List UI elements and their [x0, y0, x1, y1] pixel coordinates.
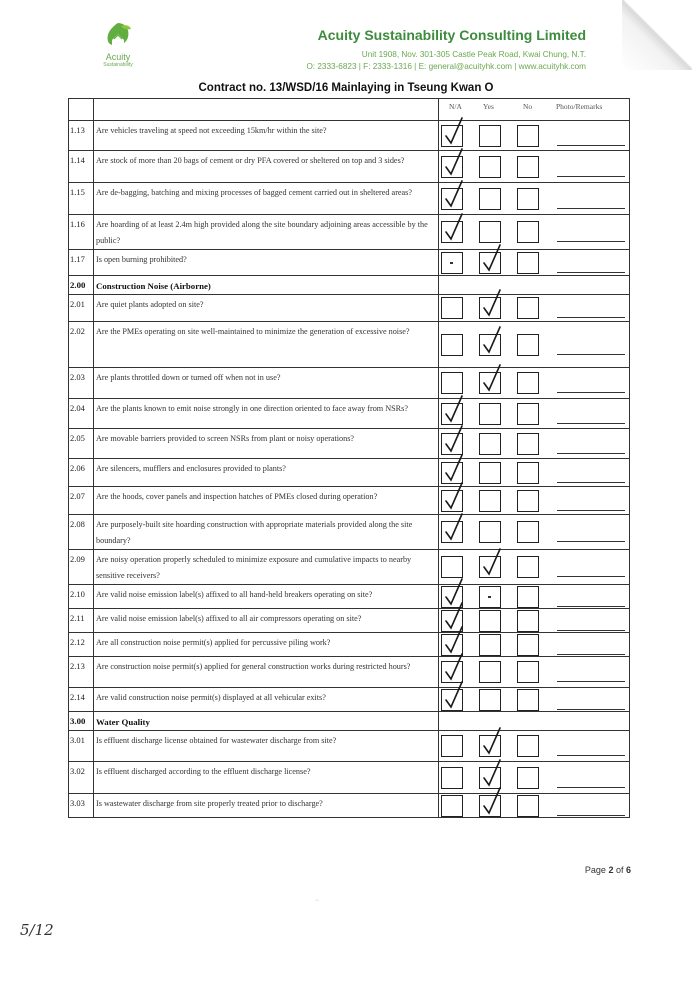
checkbox-na[interactable] [441, 767, 463, 789]
page-current: 2 [608, 865, 614, 875]
checkbox-na[interactable] [441, 156, 463, 178]
contract-title: Contract no. 13/WSD/16 Mainlaying in Tseung Kwan O [198, 82, 494, 94]
checklist-row [69, 399, 630, 429]
checkbox-yes[interactable] [479, 689, 501, 711]
marks-cell [439, 762, 630, 794]
remarks-line[interactable] [557, 787, 625, 788]
checkbox-group [439, 610, 629, 632]
question-text: Are hoarding of at least 2.4m high provided along the site boundary adjoining areas accessible by the public? [94, 215, 439, 250]
checkbox-na[interactable] [441, 556, 463, 578]
row-number: 2.05 [69, 429, 94, 459]
question-text: Are movable barriers provided to screen NSRs from plant or noisy operations? [94, 429, 439, 459]
row-number: 2.12 [69, 633, 94, 657]
row-number: 2.11 [69, 609, 94, 633]
checklist-row [69, 459, 630, 487]
remarks-line[interactable] [557, 541, 625, 542]
marks-cell [439, 688, 630, 712]
leaf-house-icon [102, 20, 134, 50]
checkbox-group [439, 252, 629, 274]
checkbox-yes[interactable] [479, 372, 501, 394]
question-text: Are de-bagging, batching and mixing processes of bagged cement carried out in sheltered areas? [94, 183, 439, 215]
marks-cell [439, 459, 630, 487]
marks-cell [439, 794, 630, 818]
page-number [585, 865, 631, 875]
marks-cell [439, 585, 630, 609]
checkbox-yes[interactable] [479, 795, 501, 817]
checkbox-na[interactable] [441, 735, 463, 757]
row-number: 2.02 [69, 322, 94, 368]
section-title: Construction Noise (Airborne) [94, 276, 439, 295]
row-number: 2.07 [69, 487, 94, 515]
marks-cell [439, 183, 630, 215]
checkbox-no[interactable] [517, 795, 539, 817]
question-text: Are valid noise emission label(s) affixed to all hand-held breakers operating on site? [94, 585, 439, 609]
question-text: Is wastewater discharge from site properly treated prior to discharge? [94, 794, 439, 818]
checkbox-na[interactable] [441, 221, 463, 243]
checklist-row [69, 250, 630, 276]
company-contact: O: 2333-6823 | F: 2333-1316 | E: general@acuityhk.com | www.acuityhk.com [306, 62, 586, 71]
company-address: Unit 1908, Nov. 301-305 Castle Peak Road, Kwai Chung, N.T. [361, 50, 586, 59]
checkbox-group [439, 125, 629, 147]
checkbox-group [439, 556, 629, 578]
remarks-line[interactable] [557, 576, 625, 577]
question-text: Are quiet plants adopted on site? [94, 295, 439, 322]
checkbox-no[interactable] [517, 403, 539, 425]
checkbox-yes[interactable] [479, 462, 501, 484]
checkbox-no[interactable] [517, 372, 539, 394]
column-header-remarks: Photo/Remarks [556, 102, 603, 111]
checkbox-group [439, 188, 629, 210]
row-number: 2.08 [69, 515, 94, 550]
header-question-cell [94, 99, 439, 121]
row-number: 3.01 [69, 731, 94, 762]
company-name: Acuity Sustainability Consulting Limited [317, 27, 586, 43]
checkbox-na[interactable] [441, 297, 463, 319]
marks-cell [439, 399, 630, 429]
remarks-line[interactable] [557, 145, 625, 146]
checkmark-icon [479, 243, 503, 275]
checkbox-no[interactable] [517, 125, 539, 147]
marks-cell [439, 276, 630, 295]
checkmark-icon [441, 147, 465, 179]
checklist-row [69, 515, 630, 550]
checkmark-icon [479, 547, 503, 579]
row-number: 3.02 [69, 762, 94, 794]
marks-cell [439, 151, 630, 183]
checkbox-yes[interactable] [479, 661, 501, 683]
checkbox-yes[interactable] [479, 334, 501, 356]
checkmark-icon [441, 394, 465, 426]
checkbox-yes[interactable] [479, 188, 501, 210]
checklist-row [69, 368, 630, 399]
row-number: 1.15 [69, 183, 94, 215]
checkbox-group [439, 490, 629, 512]
checkbox-no[interactable] [517, 490, 539, 512]
question-text: Are construction noise permit(s) applied for general construction works during restricted hours? [94, 657, 439, 688]
remarks-line[interactable] [557, 354, 625, 355]
marks-cell [439, 322, 630, 368]
checklist-row [69, 688, 630, 712]
checkbox-yes[interactable] [479, 521, 501, 543]
checkbox-na[interactable] [441, 433, 463, 455]
remarks-line[interactable] [557, 482, 625, 483]
checkbox-group [439, 795, 629, 817]
checkbox-group [439, 372, 629, 394]
checklist-table [68, 98, 630, 818]
checkbox-yes[interactable] [479, 252, 501, 274]
row-number: 2.14 [69, 688, 94, 712]
checkbox-na[interactable] [441, 372, 463, 394]
marks-cell [439, 515, 630, 550]
marks-cell [439, 368, 630, 399]
marks-cell [439, 657, 630, 688]
checkbox-group [439, 661, 629, 683]
checkbox-group [439, 521, 629, 543]
checkbox-yes[interactable] [479, 634, 501, 656]
remarks-line[interactable] [557, 208, 625, 209]
checkbox-no[interactable] [517, 334, 539, 356]
checkbox-yes[interactable] [479, 433, 501, 455]
checkbox-na[interactable] [441, 334, 463, 356]
question-text: Are stock of more than 20 bags of cement or dry PFA covered or sheltered on top and 3 sides? [94, 151, 439, 183]
page-prefix: Page [584, 865, 609, 875]
remarks-line[interactable] [557, 272, 625, 273]
row-number: 3.03 [69, 794, 94, 818]
marks-cell [439, 250, 630, 276]
header-marks-cell [439, 99, 630, 121]
checkmark-icon [479, 325, 503, 357]
row-number: 2.09 [69, 550, 94, 585]
checkbox-na[interactable] [441, 188, 463, 210]
remarks-line[interactable] [557, 317, 625, 318]
checkbox-yes[interactable] [479, 610, 501, 632]
checkbox-no[interactable] [517, 462, 539, 484]
checkbox-yes[interactable] [479, 556, 501, 578]
row-number: 1.14 [69, 151, 94, 183]
checkbox-group [439, 462, 629, 484]
checklist-row [69, 731, 630, 762]
company-address-block [136, 49, 586, 73]
marks-cell [439, 487, 630, 515]
page-curl-decoration [622, 0, 692, 70]
checkbox-no[interactable] [517, 221, 539, 243]
checkmark-icon [479, 726, 503, 758]
checkbox-na[interactable] [441, 521, 463, 543]
section-row [69, 276, 630, 295]
checkbox-na[interactable] [441, 490, 463, 512]
column-header-yes: Yes [483, 102, 494, 111]
marks-cell [439, 550, 630, 585]
checkbox-yes[interactable] [479, 125, 501, 147]
marks-cell [439, 215, 630, 250]
marks-cell [439, 121, 630, 151]
checklist-row [69, 429, 630, 459]
remarks-line[interactable] [557, 709, 625, 710]
question-text: Are plants throttled down or turned off when not in use? [94, 368, 439, 399]
remarks-line[interactable] [557, 606, 625, 607]
checkbox-group [439, 297, 629, 319]
marks-cell [439, 633, 630, 657]
checklist-row [69, 295, 630, 322]
question-text: Are valid noise emission label(s) affixed to all air compressors operating on site? [94, 609, 439, 633]
checkbox-no[interactable] [517, 735, 539, 757]
marks-cell [439, 429, 630, 459]
checkbox-no[interactable] [517, 521, 539, 543]
checklist-row [69, 762, 630, 794]
logo-sub: Sustainability [103, 62, 133, 68]
question-text: Are vehicles traveling at speed not exceeding 15km/hr within the site? [94, 121, 439, 151]
row-number: 1.16 [69, 215, 94, 250]
checkbox-yes[interactable] [479, 156, 501, 178]
checkbox-no[interactable] [517, 586, 539, 608]
checkbox-na[interactable] [441, 689, 463, 711]
checkbox-no[interactable] [517, 767, 539, 789]
checkbox-group [439, 156, 629, 178]
checkbox-group [439, 586, 629, 608]
checkbox-na[interactable] [441, 795, 463, 817]
question-text: Is effluent discharged according to the effluent discharge license? [94, 762, 439, 794]
marks-cell [439, 731, 630, 762]
checkbox-na[interactable] [441, 125, 463, 147]
question-text: Are the plants known to emit noise strongly in one direction oriented to face away from NSRs? [94, 399, 439, 429]
checkbox-no[interactable] [517, 297, 539, 319]
checkbox-no[interactable] [517, 156, 539, 178]
handwritten-note: 5/12 [20, 921, 54, 939]
question-text: Are all construction noise permit(s) applied for percussive piling work? [94, 633, 439, 657]
section-title: Water Quality [94, 712, 439, 731]
marks-cell [439, 295, 630, 322]
remarks-line[interactable] [557, 241, 625, 242]
checklist-row [69, 657, 630, 688]
page-of: of [613, 865, 626, 875]
remarks-line[interactable] [557, 630, 625, 631]
checkmark-icon [441, 481, 465, 513]
checkbox-no[interactable] [517, 610, 539, 632]
checkbox-no[interactable] [517, 433, 539, 455]
checklist-row [69, 609, 630, 633]
checkbox-group [439, 767, 629, 789]
checkbox-yes[interactable] [479, 403, 501, 425]
checkbox-group [439, 221, 629, 243]
checkmark-icon [441, 212, 465, 244]
question-text: Are purposely-built site hoarding construction with appropriate materials provided along the site boundary? [94, 515, 439, 550]
checklist-row [69, 633, 630, 657]
question-text: Are the hoods, cover panels and inspection hatches of PMEs closed during operation? [94, 487, 439, 515]
checkbox-group [439, 689, 629, 711]
scan-specks: ·· [315, 898, 319, 904]
checkmark-icon [441, 424, 465, 456]
row-number: 2.00 [69, 276, 94, 295]
checklist-row [69, 183, 630, 215]
checkbox-no[interactable] [517, 252, 539, 274]
checklist-row [69, 215, 630, 250]
checkbox-group [439, 634, 629, 656]
checkbox-no[interactable] [517, 188, 539, 210]
checkbox-group [439, 735, 629, 757]
remarks-line[interactable] [557, 423, 625, 424]
row-number: 3.00 [69, 712, 94, 731]
header-num-cell [69, 99, 94, 121]
checkbox-no[interactable] [517, 556, 539, 578]
question-text: Are the PMEs operating on site well-maintained to minimize the generation of excessive noise? [94, 322, 439, 368]
remarks-line[interactable] [557, 176, 625, 177]
page-total: 6 [625, 865, 631, 875]
checkbox-no[interactable] [517, 634, 539, 656]
row-number: 1.17 [69, 250, 94, 276]
row-number: 2.13 [69, 657, 94, 688]
checkbox-group [439, 403, 629, 425]
checkmark-icon [441, 116, 465, 148]
question-text: Are noisy operation properly scheduled to minimize exposure and cumulative impacts to nearby sensitive receivers? [94, 550, 439, 585]
checkbox-yes[interactable] [479, 221, 501, 243]
checklist-row [69, 322, 630, 368]
checklist-row [69, 794, 630, 818]
remarks-line[interactable] [557, 681, 625, 682]
checkbox-na[interactable] [441, 403, 463, 425]
checkbox-na[interactable] [441, 252, 463, 274]
checkbox-yes[interactable] [479, 586, 501, 608]
checkbox-group [439, 433, 629, 455]
checklist-row [69, 550, 630, 585]
checkmark-icon [441, 512, 465, 544]
checkbox-yes[interactable] [479, 490, 501, 512]
checklist-row [69, 151, 630, 183]
row-number: 2.10 [69, 585, 94, 609]
remarks-line[interactable] [557, 510, 625, 511]
checkbox-no[interactable] [517, 689, 539, 711]
checkbox-no[interactable] [517, 661, 539, 683]
row-number: 2.01 [69, 295, 94, 322]
checkmark-icon [479, 288, 503, 320]
checkmark-icon [441, 680, 465, 712]
checkbox-yes[interactable] [479, 735, 501, 757]
checkbox-group [439, 334, 629, 356]
marks-cell [439, 712, 630, 731]
column-header-no: No [523, 102, 533, 111]
table-header-row [69, 99, 630, 121]
remarks-line[interactable] [557, 815, 625, 816]
question-text: Are silencers, mufflers and enclosures provided to plants? [94, 459, 439, 487]
remarks-line[interactable] [557, 654, 625, 655]
remarks-line[interactable] [557, 392, 625, 393]
marks-cell [439, 609, 630, 633]
row-number: 2.03 [69, 368, 94, 399]
checkmark-icon [479, 363, 503, 395]
row-number: 2.06 [69, 459, 94, 487]
column-header-na: N/A [449, 102, 462, 111]
checklist-row [69, 487, 630, 515]
checklist-row [69, 585, 630, 609]
question-text: Is open burning prohibited? [94, 250, 439, 276]
remarks-line[interactable] [557, 755, 625, 756]
checkmark-icon [441, 179, 465, 211]
row-number: 2.04 [69, 399, 94, 429]
checklist-row [69, 121, 630, 151]
section-row [69, 712, 630, 731]
row-number: 1.13 [69, 121, 94, 151]
remarks-line[interactable] [557, 453, 625, 454]
question-text: Is effluent discharge license obtained for wastewater discharge from site? [94, 731, 439, 762]
logo-name: Acuity [105, 52, 131, 62]
checkbox-yes[interactable] [479, 297, 501, 319]
checkmark-icon [479, 786, 503, 818]
question-text: Are valid construction noise permit(s) displayed at all vehicular exits? [94, 688, 439, 712]
